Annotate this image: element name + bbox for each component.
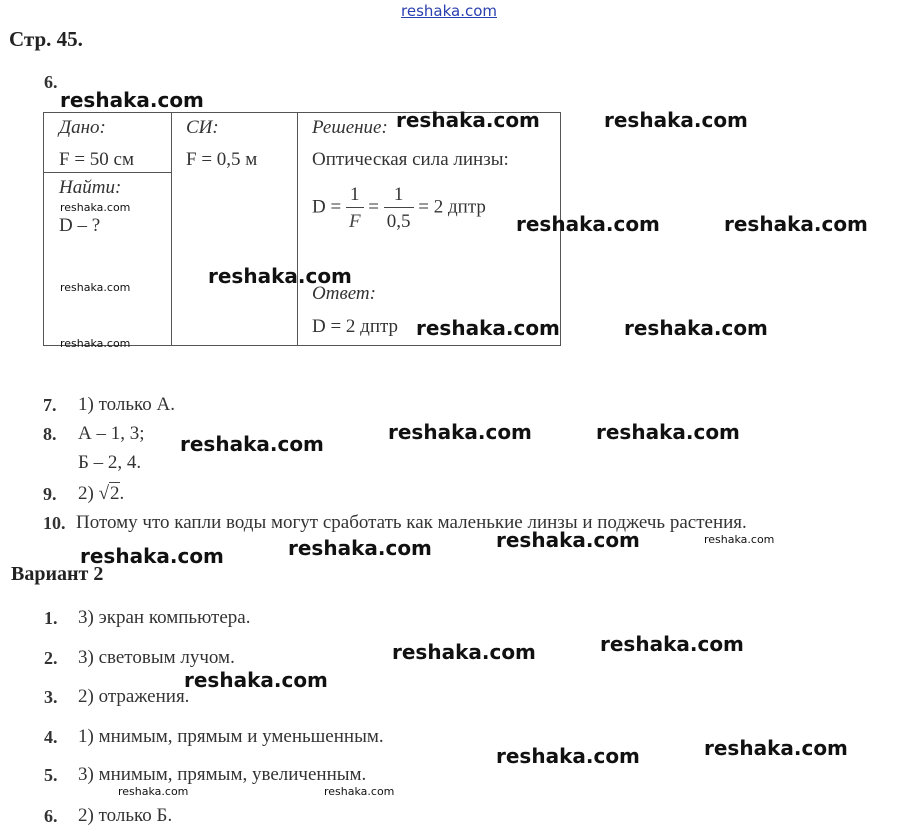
watermark: reshaka.com [416,316,560,340]
given-value: F = 50 см [59,149,134,170]
watermark: reshaka.com [60,201,131,214]
variant2-item-1-number: 1. [44,608,58,628]
answer-9-number: 9. [43,484,57,504]
answer-8-text-line1: А – 1, 3; [78,423,145,444]
variant2-item-6-text: 2) только Б. [78,805,173,826]
watermark: reshaka.com [184,668,328,692]
answer-7-number: 7. [43,395,57,415]
solution-text: Оптическая сила линзы: [312,149,509,170]
watermark: reshaka.com [288,536,432,560]
variant2-item-4-number: 4. [44,727,58,747]
watermark: reshaka.com [496,528,640,552]
watermark: reshaka.com [388,420,532,444]
top-watermark-link[interactable]: reshaka.com [401,2,497,20]
answer-10-text: Потому что капли воды могут сработать как маленькие линзы и поджечь растения. [76,512,747,533]
fraction-1-over-half: $\frac{1}{0,5}$ [384,185,414,231]
task-6-number: 6. [44,72,58,92]
answer-9-text: 2) √2. [78,483,125,504]
watermark: reshaka.com [392,640,536,664]
given-solution-table [43,112,561,346]
find-value: D – ? [59,215,101,236]
watermark: reshaka.com [118,785,189,798]
answer-10-number: 10. [43,513,66,533]
si-value: F = 0,5 м [186,149,258,170]
watermark: reshaka.com [208,264,352,288]
watermark: reshaka.com [516,212,660,236]
given-cell [44,113,172,173]
answer-8-number: 8. [43,424,57,444]
page-reference: Стр. 45. [9,27,83,51]
watermark: reshaka.com [324,785,395,798]
sqrt-icon: √ [98,483,110,504]
answer-label: Ответ: [312,283,376,304]
given-label: Дано: [59,117,106,138]
answer-value: D = 2 дптр [312,316,399,337]
sqrt-value: 2 [110,483,120,504]
variant2-item-3-number: 3. [44,687,58,707]
fraction-1-over-f: $\frac{1}{F}$ [346,185,364,231]
watermark: reshaka.com [496,744,640,768]
variant-2-title: Вариант 2 [11,563,104,585]
si-cell [172,113,298,346]
watermark: reshaka.com [724,212,868,236]
variant2-item-4-text: 1) мнимым, прямым и уменьшенным. [78,726,384,747]
watermark: reshaka.com [60,281,131,294]
variant2-item-5-text: 3) мнимым, прямым, увеличенным. [78,764,367,785]
variant2-item-6-number: 6. [44,806,58,826]
watermark: reshaka.com [60,337,131,350]
variant2-item-2-text: 3) световым лучом. [78,647,235,668]
find-cell [44,173,172,346]
watermark: reshaka.com [604,108,748,132]
find-label: Найти: [59,177,122,198]
solution-label: Решение: [312,117,388,138]
watermark: reshaka.com [596,420,740,444]
variant2-item-1-text: 3) экран компьютера. [78,607,251,628]
variant2-item-5-number: 5. [44,765,58,785]
answer-8-text-line2: Б – 2, 4. [78,452,142,473]
watermark: reshaka.com [396,108,540,132]
variant2-item-2-number: 2. [44,648,58,668]
si-label: СИ: [186,117,219,138]
watermark: reshaka.com [600,632,744,656]
answer-7-text: 1) только А. [78,394,176,415]
variant2-item-3-text: 2) отражения. [78,686,190,707]
watermark: reshaka.com [704,736,848,760]
watermark: reshaka.com [60,88,204,112]
watermark: reshaka.com [80,544,224,568]
lens-power-formula: D = $\frac{1}{F}$ = $\frac{1}{0,5}$ = 2 дптр [312,184,486,232]
watermark: reshaka.com [704,533,775,546]
watermark: reshaka.com [180,432,324,456]
watermark: reshaka.com [624,316,768,340]
